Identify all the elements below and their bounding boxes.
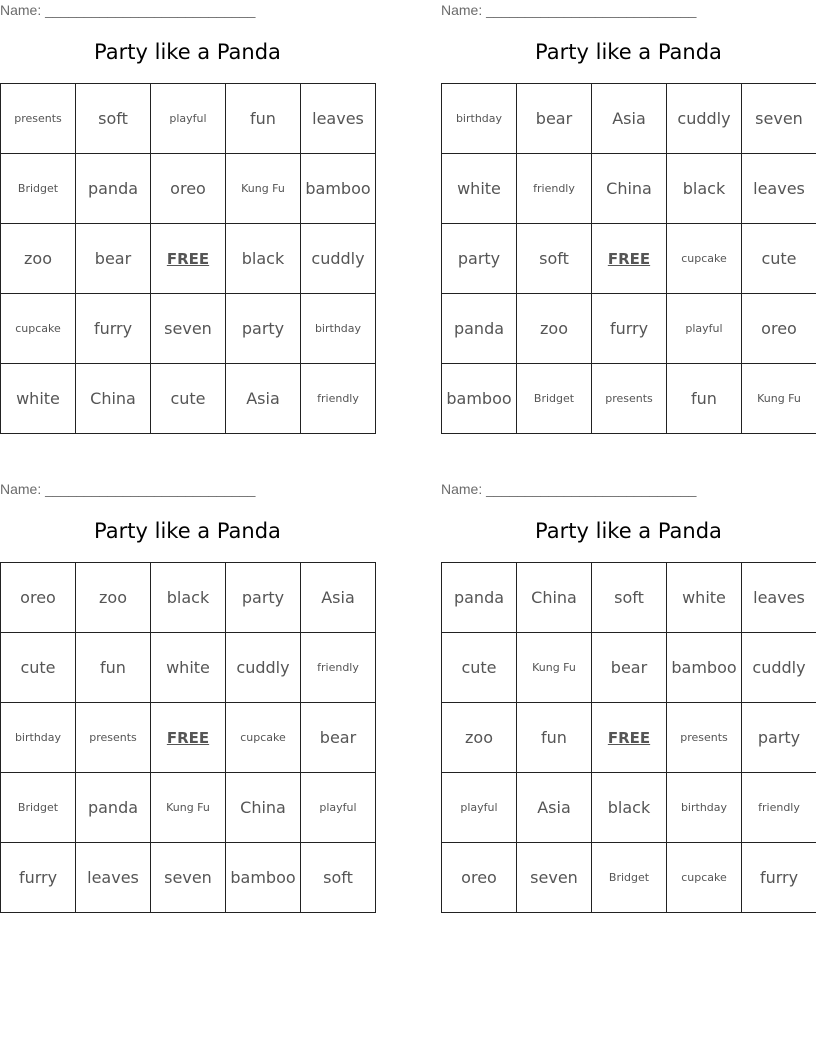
bingo-cell: leaves — [742, 563, 816, 633]
bingo-cell: birthday — [1, 703, 76, 773]
bingo-cell: white — [151, 633, 226, 703]
bingo-cell: presents — [1, 84, 76, 154]
bingo-cell: furry — [76, 294, 151, 364]
grid-row — [442, 703, 816, 773]
bingo-cell: fun — [517, 703, 592, 773]
grid-row — [1, 364, 376, 434]
free-space-cell: FREE — [151, 224, 226, 294]
bingo-cell: seven — [151, 294, 226, 364]
bingo-cell: birthday — [301, 294, 376, 364]
bingo-cell: oreo — [742, 294, 816, 364]
grid-row — [1, 633, 376, 703]
bingo-cell: panda — [76, 773, 151, 843]
bingo-cell: bamboo — [226, 843, 301, 913]
bingo-cell: cupcake — [226, 703, 301, 773]
bingo-grid — [441, 562, 816, 913]
bingo-cell: bear — [517, 84, 592, 154]
card-title: Party like a Panda — [535, 40, 722, 64]
bingo-cell: soft — [76, 84, 151, 154]
name-field[interactable]: Name: ___________________________ — [441, 2, 697, 18]
bingo-cell: playful — [301, 773, 376, 843]
bingo-cell: friendly — [742, 773, 816, 843]
bingo-cell: zoo — [76, 563, 151, 633]
bingo-cell: bear — [76, 224, 151, 294]
bingo-cell: playful — [151, 84, 226, 154]
grid-row — [442, 773, 816, 843]
bingo-cell: furry — [1, 843, 76, 913]
bingo-cell: party — [742, 703, 816, 773]
bingo-cell: black — [226, 224, 301, 294]
bingo-cell: leaves — [301, 84, 376, 154]
bingo-cell: cuddly — [226, 633, 301, 703]
free-space-cell: FREE — [592, 224, 667, 294]
bingo-cell: party — [442, 224, 517, 294]
grid-row — [442, 224, 816, 294]
bingo-cell: fun — [226, 84, 301, 154]
bingo-cell: China — [226, 773, 301, 843]
bingo-cell: Kung Fu — [742, 364, 816, 434]
bingo-cell: soft — [301, 843, 376, 913]
bingo-cell: bamboo — [442, 364, 517, 434]
bingo-cell: panda — [76, 154, 151, 224]
bingo-cell: oreo — [151, 154, 226, 224]
name-field[interactable]: Name: ___________________________ — [0, 2, 256, 18]
grid-row — [1, 563, 376, 633]
grid-row — [1, 84, 376, 154]
bingo-cell: Bridget — [592, 843, 667, 913]
bingo-cell: white — [667, 563, 742, 633]
bingo-cell: cupcake — [667, 843, 742, 913]
bingo-cell: fun — [76, 633, 151, 703]
bingo-cell: oreo — [1, 563, 76, 633]
bingo-cell: playful — [667, 294, 742, 364]
grid-row — [1, 843, 376, 913]
bingo-cell: friendly — [517, 154, 592, 224]
card-title: Party like a Panda — [94, 519, 281, 543]
bingo-cell: oreo — [442, 843, 517, 913]
name-field[interactable]: Name: ___________________________ — [441, 481, 697, 497]
bingo-cell: leaves — [76, 843, 151, 913]
free-space-cell: FREE — [151, 703, 226, 773]
bingo-cell: white — [442, 154, 517, 224]
grid-row — [442, 154, 816, 224]
bingo-cell: party — [226, 563, 301, 633]
bingo-cell: bear — [592, 633, 667, 703]
bingo-card-2 — [441, 0, 816, 440]
grid-row — [1, 773, 376, 843]
grid-row — [442, 633, 816, 703]
bingo-cell: zoo — [517, 294, 592, 364]
bingo-cell: cupcake — [1, 294, 76, 364]
bingo-cell: zoo — [442, 703, 517, 773]
bingo-cell: Bridget — [517, 364, 592, 434]
bingo-cell: cute — [151, 364, 226, 434]
bingo-cell: cute — [742, 224, 816, 294]
bingo-cell: presents — [76, 703, 151, 773]
bingo-card-3 — [0, 479, 375, 919]
bingo-cell: black — [667, 154, 742, 224]
bingo-cell: seven — [517, 843, 592, 913]
grid-row — [442, 294, 816, 364]
bingo-cell: zoo — [1, 224, 76, 294]
bingo-cell: presents — [667, 703, 742, 773]
bingo-cell: soft — [592, 563, 667, 633]
bingo-cell: seven — [742, 84, 816, 154]
bingo-cell: cuddly — [742, 633, 816, 703]
bingo-cell: Bridget — [1, 773, 76, 843]
bingo-cell: Bridget — [1, 154, 76, 224]
grid-row — [442, 563, 816, 633]
bingo-cell: cute — [1, 633, 76, 703]
card-title: Party like a Panda — [94, 40, 281, 64]
bingo-cell: seven — [151, 843, 226, 913]
bingo-grid — [0, 562, 376, 913]
bingo-cell: furry — [742, 843, 816, 913]
bingo-cell: cuddly — [667, 84, 742, 154]
bingo-cell: black — [592, 773, 667, 843]
bingo-cell: China — [76, 364, 151, 434]
bingo-cell: Asia — [301, 563, 376, 633]
bingo-cell: China — [517, 563, 592, 633]
grid-row — [442, 364, 816, 434]
bingo-cell: white — [1, 364, 76, 434]
bingo-cell: leaves — [742, 154, 816, 224]
grid-row — [1, 703, 376, 773]
bingo-cell: party — [226, 294, 301, 364]
bingo-grid — [441, 83, 816, 434]
bingo-cell: bamboo — [301, 154, 376, 224]
bingo-cell: bear — [301, 703, 376, 773]
bingo-card-4 — [441, 479, 816, 919]
bingo-grid — [0, 83, 376, 434]
bingo-cell: Asia — [592, 84, 667, 154]
grid-row — [442, 84, 816, 154]
bingo-cell: birthday — [442, 84, 517, 154]
grid-row — [442, 843, 816, 913]
bingo-cell: Kung Fu — [517, 633, 592, 703]
bingo-cell: furry — [592, 294, 667, 364]
bingo-cell: friendly — [301, 364, 376, 434]
bingo-cell: fun — [667, 364, 742, 434]
bingo-cell: Kung Fu — [151, 773, 226, 843]
bingo-cell: panda — [442, 294, 517, 364]
bingo-cell: birthday — [667, 773, 742, 843]
bingo-cell: friendly — [301, 633, 376, 703]
grid-row — [1, 294, 376, 364]
bingo-cell: Asia — [226, 364, 301, 434]
card-title: Party like a Panda — [535, 519, 722, 543]
bingo-cell: Asia — [517, 773, 592, 843]
bingo-cell: playful — [442, 773, 517, 843]
bingo-cell: bamboo — [667, 633, 742, 703]
grid-row — [1, 154, 376, 224]
bingo-cell: China — [592, 154, 667, 224]
free-space-cell: FREE — [592, 703, 667, 773]
grid-row — [1, 224, 376, 294]
bingo-card-1 — [0, 0, 375, 440]
bingo-cell: cupcake — [667, 224, 742, 294]
name-field[interactable]: Name: ___________________________ — [0, 481, 256, 497]
bingo-cell: presents — [592, 364, 667, 434]
bingo-cell: soft — [517, 224, 592, 294]
bingo-cell: cuddly — [301, 224, 376, 294]
bingo-cell: panda — [442, 563, 517, 633]
bingo-cell: Kung Fu — [226, 154, 301, 224]
bingo-cell: black — [151, 563, 226, 633]
bingo-cell: cute — [442, 633, 517, 703]
